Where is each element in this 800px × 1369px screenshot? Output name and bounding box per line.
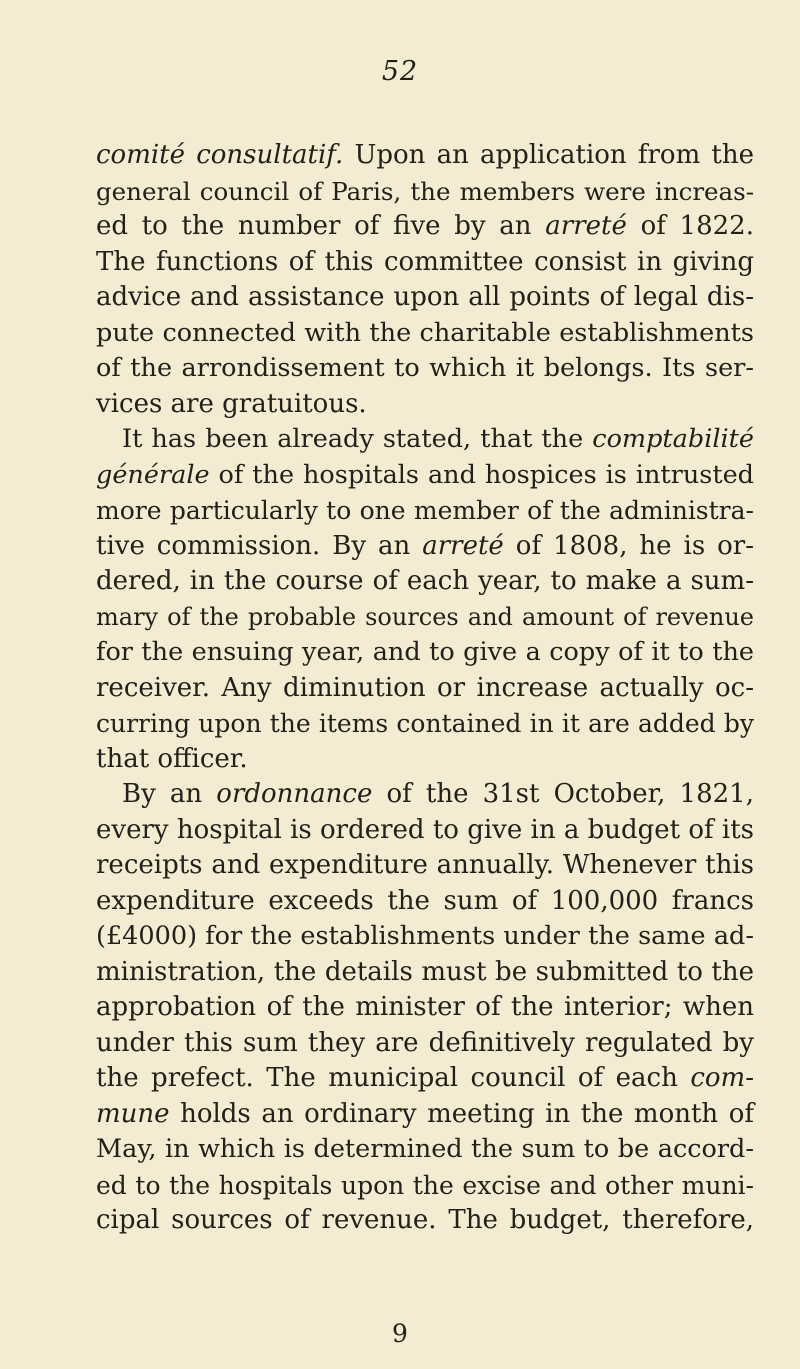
text-line bbox=[96, 777, 754, 813]
text-segment: It has been already stated, that the bbox=[122, 424, 593, 454]
text-line bbox=[96, 1203, 754, 1239]
italic-term: mune bbox=[96, 1098, 170, 1129]
text-segment: dered, in the course of each year, to make a sum- bbox=[96, 566, 754, 596]
text-line bbox=[96, 564, 754, 600]
text-line bbox=[96, 919, 754, 955]
text-segment: tive commission. By an bbox=[96, 530, 423, 561]
text-line bbox=[96, 600, 754, 636]
text-segment: vices are gratuitous. bbox=[96, 388, 367, 419]
text-segment: under this sum they are definitively regulated by bbox=[96, 1027, 754, 1058]
text-line bbox=[96, 138, 754, 174]
text-segment: ministration, the details must be submitted to the bbox=[96, 956, 754, 987]
text-segment: mary of the probable sources and amount of revenue bbox=[96, 602, 754, 631]
text-segment: advice and assistance upon all points of legal dis- bbox=[96, 282, 754, 312]
text-segment: of 1808, he is or- bbox=[503, 530, 754, 561]
italic-term: comptabilité bbox=[592, 424, 754, 454]
italic-term: arreté bbox=[545, 211, 627, 241]
text-segment: of 1822. bbox=[626, 211, 754, 241]
text-line bbox=[96, 351, 754, 387]
text-line bbox=[96, 280, 754, 316]
text-segment: receipts and expenditure annually. Whenever this bbox=[96, 850, 754, 880]
text-segment: the prefect. The municipal council of each bbox=[96, 1063, 691, 1093]
text-segment: holds an ordinary meeting in the month of bbox=[169, 1098, 754, 1129]
text-segment: every hospital is ordered to give in a budget of its bbox=[96, 814, 755, 845]
text-segment: May, in which is determined the sum to be accord- bbox=[96, 1134, 754, 1164]
text-line bbox=[96, 671, 754, 707]
text-segment: (£4000) for the establishments under the same ad- bbox=[96, 921, 754, 951]
text-segment: approbation of the minister of the interior; when bbox=[96, 992, 754, 1022]
text-segment: expenditure exceeds the sum of 100,000 francs bbox=[96, 885, 754, 916]
text-segment: curring upon the items contained in it are added by bbox=[96, 709, 754, 738]
text-segment: of the 31st October, 1821, bbox=[372, 779, 754, 809]
text-line bbox=[96, 387, 754, 423]
text-line bbox=[96, 813, 754, 849]
italic-term: comité consultatif. bbox=[96, 140, 344, 170]
italic-term: générale bbox=[96, 459, 210, 490]
text-line bbox=[96, 1026, 754, 1062]
text-segment: The functions of this committee consist in giving bbox=[96, 246, 754, 277]
text-segment: of the hospitals and hospices is intrusted bbox=[209, 459, 754, 490]
text-line bbox=[96, 422, 754, 458]
text-line bbox=[96, 990, 754, 1026]
italic-term: com- bbox=[690, 1063, 754, 1093]
text-line bbox=[96, 706, 754, 742]
text-line bbox=[96, 316, 754, 352]
text-segment: ed to the hospitals upon the excise and other muni- bbox=[96, 1170, 754, 1200]
text-line bbox=[96, 245, 754, 281]
page-number: 52 bbox=[381, 56, 419, 87]
text-segment: that officer. bbox=[96, 743, 248, 774]
text-line bbox=[96, 529, 754, 565]
signature-mark: 9 bbox=[392, 1319, 408, 1348]
italic-term: ordonnance bbox=[216, 779, 373, 809]
text-line bbox=[96, 884, 754, 920]
text-line bbox=[96, 635, 754, 671]
text-line bbox=[96, 458, 754, 494]
text-line bbox=[96, 174, 754, 210]
text-segment: By an bbox=[122, 779, 217, 809]
text-segment: ed to the number of five by an bbox=[96, 211, 546, 241]
text-line bbox=[96, 1061, 754, 1097]
text-line bbox=[96, 742, 754, 778]
text-line bbox=[96, 493, 754, 529]
text-segment: of the arrondissement to which it belongs. Its ser- bbox=[96, 353, 754, 383]
text-segment: Upon an application from the bbox=[343, 140, 754, 170]
text-line bbox=[96, 955, 754, 991]
body-text bbox=[96, 138, 754, 1239]
text-line bbox=[96, 1132, 754, 1168]
text-line bbox=[96, 1168, 754, 1204]
text-line bbox=[96, 209, 754, 245]
text-segment: for the ensuing year, and to give a copy of it to the bbox=[96, 637, 754, 667]
text-segment: cipal sources of revenue. The budget, therefore, bbox=[96, 1205, 754, 1235]
text-line bbox=[96, 1097, 754, 1133]
text-line bbox=[96, 848, 754, 884]
text-segment: more particularly to one member of the administra- bbox=[96, 496, 754, 525]
text-segment: receiver. Any diminution or increase actually oc- bbox=[96, 672, 754, 703]
text-segment: general council of Paris, the members were increas- bbox=[96, 176, 754, 206]
italic-term: arreté bbox=[422, 530, 504, 561]
text-segment: pute connected with the charitable establishments bbox=[96, 317, 754, 348]
